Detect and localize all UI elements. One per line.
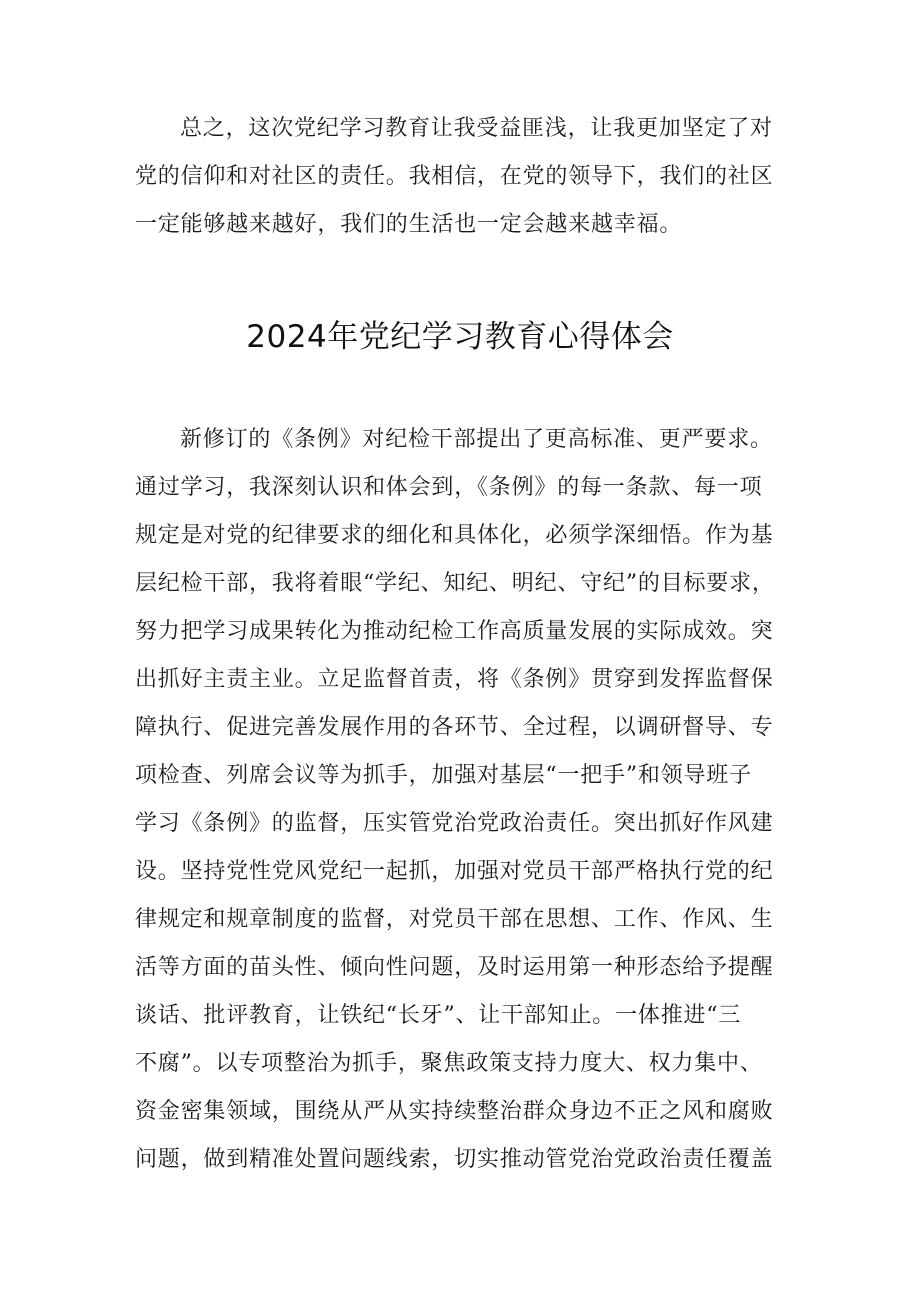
paragraph-line: 努力把学习成果转化为推动纪检工作高质量发展的实际成效。突 bbox=[135, 619, 774, 644]
paragraph-line: 障执行、促进完善发展作用的各环节、全过程，以调研督导、专 bbox=[135, 715, 774, 740]
article-title: 2024年党纪学习教育心得体会 bbox=[246, 319, 674, 355]
intro-line: 总之，这次党纪学习教育让我受益匪浅，让我更加坚定了对 bbox=[180, 116, 773, 141]
paragraph-line: 不腐”。以专项整治为抓手，聚焦政策支持力度大、权力集中、 bbox=[135, 1051, 763, 1076]
paragraph-line: 活等方面的苗头性、倾向性问题，及时运用第一种形态给予提醒 bbox=[135, 955, 774, 980]
paragraph-line: 出抓好主责主业。立足监督首责，将《条例》贯穿到发挥监督保 bbox=[135, 667, 774, 692]
paragraph-line: 通过学习，我深刻认识和体会到，《条例》的每一条款、每一项 bbox=[135, 475, 763, 500]
paragraph-line: 设。坚持党性党风党纪一起抓，加强对党员干部严格执行党的纪 bbox=[135, 859, 774, 884]
paragraph-line: 学习《条例》的监督，压实管党治党政治责任。突出抓好作风建 bbox=[135, 811, 774, 836]
paragraph-line: 规定是对党的纪律要求的细化和具体化，必须学深细悟。作为基 bbox=[135, 523, 774, 548]
paragraph-line: 谈话、批评教育，让铁纪“长牙”、让干部知止。一体推进“三 bbox=[135, 1003, 742, 1028]
paragraph-line: 项检查、列席会议等为抓手，加强对基层“一把手”和领导班子 bbox=[135, 763, 752, 788]
intro-line: 党的信仰和对社区的责任。我相信，在党的领导下，我们的社区 bbox=[135, 164, 774, 189]
paragraph-line: 律规定和规章制度的监督，对党员干部在思想、工作、作风、生 bbox=[135, 907, 774, 932]
paragraph-line: 资金密集领域，围绕从严从实持续整治群众身边不正之风和腐败 bbox=[135, 1099, 774, 1124]
paragraph-line: 问题，做到精准处置问题线索，切实推动管党治党政治责任覆盖 bbox=[135, 1147, 774, 1172]
paragraph-line: 新修订的《条例》对纪检干部提出了更高标准、更严要求。 bbox=[180, 427, 773, 452]
paragraph-line: 层纪检干部，我将着眼“学纪、知纪、明纪、守纪”的目标要求， bbox=[135, 571, 775, 596]
intro-line: 一定能够越来越好，我们的生活也一定会越来越幸福。 bbox=[135, 212, 683, 237]
